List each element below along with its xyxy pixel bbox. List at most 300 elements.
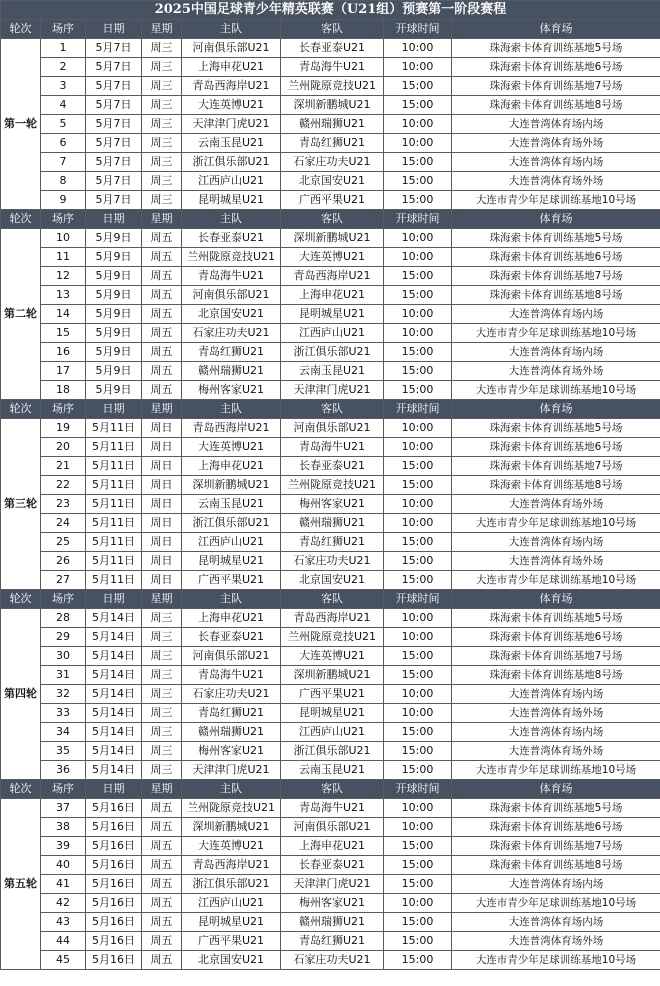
header-date: 日期 xyxy=(86,400,142,419)
match-weekday: 周五 xyxy=(142,913,182,932)
home-team: 广西平果U21 xyxy=(182,932,281,951)
match-weekday: 周三 xyxy=(142,742,182,761)
away-team: 青岛红狮U21 xyxy=(281,134,384,153)
match-number: 16 xyxy=(41,343,86,362)
match-number: 34 xyxy=(41,723,86,742)
away-team: 天津津门虎U21 xyxy=(281,875,384,894)
match-weekday: 周五 xyxy=(142,324,182,343)
table-row xyxy=(1,875,660,894)
table-row xyxy=(1,39,660,58)
home-team: 江西庐山U21 xyxy=(182,894,281,913)
match-weekday: 周三 xyxy=(142,172,182,191)
match-number: 3 xyxy=(41,77,86,96)
table-row xyxy=(1,438,660,457)
match-number: 40 xyxy=(41,856,86,875)
table-row xyxy=(1,533,660,552)
match-date: 5月11日 xyxy=(86,438,142,457)
kickoff-time: 15:00 xyxy=(384,153,452,172)
away-team: 深圳新鹏城U21 xyxy=(281,229,384,248)
away-team: 赣州瑞狮U21 xyxy=(281,514,384,533)
venue: 珠海索卡体育训练基地6号场 xyxy=(452,58,660,77)
kickoff-time: 15:00 xyxy=(384,837,452,856)
match-weekday: 周五 xyxy=(142,267,182,286)
kickoff-time: 15:00 xyxy=(384,742,452,761)
venue: 大连普湾体育场外场 xyxy=(452,134,660,153)
kickoff-time: 15:00 xyxy=(384,761,452,780)
match-date: 5月14日 xyxy=(86,609,142,628)
home-team: 广西平果U21 xyxy=(182,571,281,590)
match-date: 5月11日 xyxy=(86,571,142,590)
kickoff-time: 10:00 xyxy=(384,704,452,723)
header-date: 日期 xyxy=(86,20,142,39)
match-weekday: 周三 xyxy=(142,685,182,704)
kickoff-time: 10:00 xyxy=(384,438,452,457)
away-team: 青岛海牛U21 xyxy=(281,58,384,77)
venue: 珠海索卡体育训练基地8号场 xyxy=(452,476,660,495)
match-date: 5月7日 xyxy=(86,191,142,210)
kickoff-time: 15:00 xyxy=(384,172,452,191)
match-number: 1 xyxy=(41,39,86,58)
match-date: 5月9日 xyxy=(86,324,142,343)
venue: 珠海索卡体育训练基地7号场 xyxy=(452,267,660,286)
away-team: 青岛西海岸U21 xyxy=(281,267,384,286)
match-weekday: 周五 xyxy=(142,286,182,305)
away-team: 长春亚泰U21 xyxy=(281,457,384,476)
match-number: 33 xyxy=(41,704,86,723)
venue: 珠海索卡体育训练基地5号场 xyxy=(452,799,660,818)
home-team: 赣州瑞狮U21 xyxy=(182,362,281,381)
table-row xyxy=(1,229,660,248)
match-weekday: 周五 xyxy=(142,818,182,837)
table-row xyxy=(1,894,660,913)
match-date: 5月16日 xyxy=(86,875,142,894)
header-away: 客队 xyxy=(281,780,384,799)
match-weekday: 周五 xyxy=(142,343,182,362)
header-home: 主队 xyxy=(182,780,281,799)
home-team: 云南玉昆U21 xyxy=(182,134,281,153)
venue: 大连普湾体育场内场 xyxy=(452,723,660,742)
header-weekday: 星期 xyxy=(142,590,182,609)
kickoff-time: 10:00 xyxy=(384,229,452,248)
match-number: 31 xyxy=(41,666,86,685)
match-date: 5月11日 xyxy=(86,495,142,514)
table-row xyxy=(1,742,660,761)
match-number: 25 xyxy=(41,533,86,552)
match-weekday: 周日 xyxy=(142,419,182,438)
kickoff-time: 10:00 xyxy=(384,799,452,818)
match-number: 44 xyxy=(41,932,86,951)
table-row xyxy=(1,647,660,666)
venue: 大连普湾体育场内场 xyxy=(452,875,660,894)
match-weekday: 周日 xyxy=(142,514,182,533)
away-team: 深圳新鹏城U21 xyxy=(281,96,384,115)
match-number: 13 xyxy=(41,286,86,305)
table-row xyxy=(1,172,660,191)
match-weekday: 周三 xyxy=(142,628,182,647)
header-match-no: 场序 xyxy=(41,210,86,229)
kickoff-time: 10:00 xyxy=(384,894,452,913)
match-date: 5月14日 xyxy=(86,723,142,742)
away-team: 昆明城星U21 xyxy=(281,704,384,723)
home-team: 昆明城星U21 xyxy=(182,552,281,571)
match-date: 5月7日 xyxy=(86,134,142,153)
away-team: 云南玉昆U21 xyxy=(281,362,384,381)
kickoff-time: 10:00 xyxy=(384,818,452,837)
venue: 大连市青少年足球训练基地10号场 xyxy=(452,191,660,210)
kickoff-time: 15:00 xyxy=(384,96,452,115)
kickoff-time: 10:00 xyxy=(384,685,452,704)
header-weekday: 星期 xyxy=(142,20,182,39)
kickoff-time: 15:00 xyxy=(384,571,452,590)
match-date: 5月9日 xyxy=(86,229,142,248)
header-kickoff: 开球时间 xyxy=(384,590,452,609)
header-venue: 体育场 xyxy=(452,780,660,799)
header-row xyxy=(1,210,660,229)
table-row xyxy=(1,115,660,134)
home-team: 深圳新鹏城U21 xyxy=(182,818,281,837)
match-date: 5月11日 xyxy=(86,533,142,552)
kickoff-time: 15:00 xyxy=(384,875,452,894)
table-row xyxy=(1,913,660,932)
header-home: 主队 xyxy=(182,20,281,39)
match-date: 5月14日 xyxy=(86,685,142,704)
venue: 大连普湾体育场内场 xyxy=(452,305,660,324)
match-weekday: 周三 xyxy=(142,39,182,58)
away-team: 长春亚泰U21 xyxy=(281,39,384,58)
match-weekday: 周三 xyxy=(142,609,182,628)
venue: 珠海索卡体育训练基地5号场 xyxy=(452,419,660,438)
match-date: 5月16日 xyxy=(86,837,142,856)
header-venue: 体育场 xyxy=(452,20,660,39)
header-row xyxy=(1,590,660,609)
match-number: 24 xyxy=(41,514,86,533)
match-weekday: 周三 xyxy=(142,191,182,210)
match-date: 5月9日 xyxy=(86,286,142,305)
kickoff-time: 15:00 xyxy=(384,77,452,96)
header-away: 客队 xyxy=(281,590,384,609)
match-number: 4 xyxy=(41,96,86,115)
away-team: 上海申花U21 xyxy=(281,286,384,305)
kickoff-time: 15:00 xyxy=(384,381,452,400)
home-team: 浙江俱乐部U21 xyxy=(182,875,281,894)
table-row xyxy=(1,381,660,400)
header-weekday: 星期 xyxy=(142,400,182,419)
away-team: 梅州客家U21 xyxy=(281,495,384,514)
venue: 珠海索卡体育训练基地8号场 xyxy=(452,96,660,115)
match-weekday: 周五 xyxy=(142,894,182,913)
header-home: 主队 xyxy=(182,210,281,229)
header-round: 轮次 xyxy=(1,590,41,609)
away-team: 云南玉昆U21 xyxy=(281,761,384,780)
match-number: 42 xyxy=(41,894,86,913)
kickoff-time: 10:00 xyxy=(384,514,452,533)
match-number: 15 xyxy=(41,324,86,343)
header-away: 客队 xyxy=(281,400,384,419)
header-row xyxy=(1,20,660,39)
away-team: 兰州陇原竞技U21 xyxy=(281,77,384,96)
match-number: 30 xyxy=(41,647,86,666)
away-team: 上海申花U21 xyxy=(281,837,384,856)
venue: 大连普湾体育场外场 xyxy=(452,742,660,761)
header-match-no: 场序 xyxy=(41,20,86,39)
match-number: 11 xyxy=(41,248,86,267)
kickoff-time: 15:00 xyxy=(384,476,452,495)
venue: 大连普湾体育场内场 xyxy=(452,913,660,932)
match-weekday: 周五 xyxy=(142,837,182,856)
home-team: 青岛西海岸U21 xyxy=(182,77,281,96)
home-team: 昆明城星U21 xyxy=(182,913,281,932)
venue: 珠海索卡体育训练基地6号场 xyxy=(452,438,660,457)
venue: 大连市青少年足球训练基地10号场 xyxy=(452,381,660,400)
away-team: 赣州瑞狮U21 xyxy=(281,115,384,134)
home-team: 上海申花U21 xyxy=(182,609,281,628)
home-team: 大连英博U21 xyxy=(182,837,281,856)
kickoff-time: 15:00 xyxy=(384,533,452,552)
table-row xyxy=(1,153,660,172)
venue: 大连普湾体育场外场 xyxy=(452,172,660,191)
match-weekday: 周日 xyxy=(142,571,182,590)
table-row xyxy=(1,609,660,628)
header-home: 主队 xyxy=(182,590,281,609)
match-number: 29 xyxy=(41,628,86,647)
table-row xyxy=(1,267,660,286)
table-row xyxy=(1,248,660,267)
schedule-body xyxy=(1,1,660,970)
kickoff-time: 15:00 xyxy=(384,191,452,210)
match-weekday: 周三 xyxy=(142,58,182,77)
kickoff-time: 10:00 xyxy=(384,609,452,628)
match-weekday: 周三 xyxy=(142,704,182,723)
header-row xyxy=(1,780,660,799)
match-number: 20 xyxy=(41,438,86,457)
match-date: 5月11日 xyxy=(86,476,142,495)
table-row xyxy=(1,343,660,362)
venue: 大连普湾体育场内场 xyxy=(452,533,660,552)
match-date: 5月9日 xyxy=(86,362,142,381)
away-team: 大连英博U21 xyxy=(281,248,384,267)
match-date: 5月14日 xyxy=(86,647,142,666)
venue: 大连普湾体育场内场 xyxy=(452,685,660,704)
away-team: 长春亚泰U21 xyxy=(281,856,384,875)
venue: 大连市青少年足球训练基地10号场 xyxy=(452,514,660,533)
home-team: 上海申花U21 xyxy=(182,58,281,77)
match-weekday: 周日 xyxy=(142,476,182,495)
away-team: 赣州瑞狮U21 xyxy=(281,913,384,932)
match-weekday: 周五 xyxy=(142,305,182,324)
match-date: 5月16日 xyxy=(86,818,142,837)
kickoff-time: 10:00 xyxy=(384,305,452,324)
match-number: 22 xyxy=(41,476,86,495)
match-number: 37 xyxy=(41,799,86,818)
home-team: 梅州客家U21 xyxy=(182,742,281,761)
kickoff-time: 15:00 xyxy=(384,647,452,666)
table-row xyxy=(1,514,660,533)
venue: 珠海索卡体育训练基地8号场 xyxy=(452,666,660,685)
home-team: 浙江俱乐部U21 xyxy=(182,514,281,533)
table-row xyxy=(1,495,660,514)
match-number: 21 xyxy=(41,457,86,476)
home-team: 兰州陇原竞技U21 xyxy=(182,799,281,818)
header-venue: 体育场 xyxy=(452,590,660,609)
home-team: 河南俱乐部U21 xyxy=(182,647,281,666)
match-date: 5月16日 xyxy=(86,894,142,913)
kickoff-time: 15:00 xyxy=(384,457,452,476)
match-date: 5月14日 xyxy=(86,666,142,685)
match-number: 12 xyxy=(41,267,86,286)
home-team: 浙江俱乐部U21 xyxy=(182,153,281,172)
away-team: 北京国安U21 xyxy=(281,571,384,590)
home-team: 石家庄功夫U21 xyxy=(182,685,281,704)
away-team: 青岛海牛U21 xyxy=(281,799,384,818)
match-date: 5月14日 xyxy=(86,761,142,780)
table-row xyxy=(1,628,660,647)
kickoff-time: 15:00 xyxy=(384,932,452,951)
home-team: 青岛海牛U21 xyxy=(182,666,281,685)
home-team: 石家庄功夫U21 xyxy=(182,324,281,343)
kickoff-time: 15:00 xyxy=(384,362,452,381)
away-team: 青岛海牛U21 xyxy=(281,438,384,457)
venue: 大连普湾体育场外场 xyxy=(452,932,660,951)
header-weekday: 星期 xyxy=(142,210,182,229)
match-date: 5月16日 xyxy=(86,913,142,932)
match-date: 5月7日 xyxy=(86,115,142,134)
header-kickoff: 开球时间 xyxy=(384,20,452,39)
home-team: 天津津门虎U21 xyxy=(182,115,281,134)
kickoff-time: 10:00 xyxy=(384,58,452,77)
match-weekday: 周三 xyxy=(142,134,182,153)
match-date: 5月14日 xyxy=(86,704,142,723)
table-row xyxy=(1,799,660,818)
kickoff-time: 15:00 xyxy=(384,666,452,685)
match-number: 5 xyxy=(41,115,86,134)
kickoff-time: 10:00 xyxy=(384,495,452,514)
header-weekday: 星期 xyxy=(142,780,182,799)
match-number: 18 xyxy=(41,381,86,400)
header-venue: 体育场 xyxy=(452,210,660,229)
match-date: 5月16日 xyxy=(86,951,142,970)
header-date: 日期 xyxy=(86,780,142,799)
home-team: 北京国安U21 xyxy=(182,951,281,970)
match-date: 5月11日 xyxy=(86,419,142,438)
match-weekday: 周三 xyxy=(142,96,182,115)
table-row xyxy=(1,666,660,685)
match-date: 5月16日 xyxy=(86,799,142,818)
match-weekday: 周三 xyxy=(142,115,182,134)
page-title: 2025中国足球青少年精英联赛（U21组）预赛第一阶段赛程 xyxy=(1,1,660,20)
match-date: 5月7日 xyxy=(86,172,142,191)
match-date: 5月11日 xyxy=(86,552,142,571)
match-number: 41 xyxy=(41,875,86,894)
home-team: 青岛西海岸U21 xyxy=(182,419,281,438)
kickoff-time: 10:00 xyxy=(384,115,452,134)
table-row xyxy=(1,571,660,590)
venue: 珠海索卡体育训练基地7号场 xyxy=(452,647,660,666)
home-team: 深圳新鹏城U21 xyxy=(182,476,281,495)
venue: 珠海索卡体育训练基地8号场 xyxy=(452,856,660,875)
match-date: 5月9日 xyxy=(86,267,142,286)
match-weekday: 周五 xyxy=(142,362,182,381)
venue: 大连普湾体育场外场 xyxy=(452,362,660,381)
match-weekday: 周日 xyxy=(142,438,182,457)
kickoff-time: 10:00 xyxy=(384,39,452,58)
away-team: 广西平果U21 xyxy=(281,685,384,704)
table-row xyxy=(1,761,660,780)
away-team: 梅州客家U21 xyxy=(281,894,384,913)
match-date: 5月11日 xyxy=(86,514,142,533)
match-weekday: 周日 xyxy=(142,533,182,552)
header-date: 日期 xyxy=(86,590,142,609)
home-team: 青岛西海岸U21 xyxy=(182,856,281,875)
header-row xyxy=(1,400,660,419)
match-number: 39 xyxy=(41,837,86,856)
match-weekday: 周五 xyxy=(142,229,182,248)
round-label: 第五轮 xyxy=(1,799,41,970)
header-match-no: 场序 xyxy=(41,400,86,419)
kickoff-time: 15:00 xyxy=(384,286,452,305)
venue: 大连市青少年足球训练基地10号场 xyxy=(452,324,660,343)
away-team: 浙江俱乐部U21 xyxy=(281,343,384,362)
away-team: 青岛红狮U21 xyxy=(281,533,384,552)
venue: 大连普湾体育场外场 xyxy=(452,552,660,571)
table-row xyxy=(1,856,660,875)
match-weekday: 周五 xyxy=(142,248,182,267)
table-row xyxy=(1,96,660,115)
venue: 珠海索卡体育训练基地7号场 xyxy=(452,457,660,476)
header-venue: 体育场 xyxy=(452,400,660,419)
table-row xyxy=(1,286,660,305)
venue: 珠海索卡体育训练基地6号场 xyxy=(452,818,660,837)
header-match-no: 场序 xyxy=(41,590,86,609)
home-team: 大连英博U21 xyxy=(182,438,281,457)
venue: 珠海索卡体育训练基地5号场 xyxy=(452,609,660,628)
table-row xyxy=(1,305,660,324)
match-number: 8 xyxy=(41,172,86,191)
venue: 珠海索卡体育训练基地7号场 xyxy=(452,837,660,856)
away-team: 石家庄功夫U21 xyxy=(281,153,384,172)
venue: 大连普湾体育场外场 xyxy=(452,495,660,514)
round-label: 第三轮 xyxy=(1,419,41,590)
venue: 珠海索卡体育训练基地5号场 xyxy=(452,39,660,58)
match-number: 17 xyxy=(41,362,86,381)
match-number: 45 xyxy=(41,951,86,970)
match-number: 23 xyxy=(41,495,86,514)
home-team: 赣州瑞狮U21 xyxy=(182,723,281,742)
kickoff-time: 15:00 xyxy=(384,951,452,970)
table-row xyxy=(1,837,660,856)
match-number: 2 xyxy=(41,58,86,77)
away-team: 青岛红狮U21 xyxy=(281,932,384,951)
venue: 大连普湾体育场内场 xyxy=(452,115,660,134)
header-away: 客队 xyxy=(281,20,384,39)
match-weekday: 周五 xyxy=(142,932,182,951)
header-round: 轮次 xyxy=(1,780,41,799)
away-team: 河南俱乐部U21 xyxy=(281,419,384,438)
away-team: 兰州陇原竞技U21 xyxy=(281,476,384,495)
home-team: 青岛海牛U21 xyxy=(182,267,281,286)
away-team: 北京国安U21 xyxy=(281,172,384,191)
match-date: 5月16日 xyxy=(86,932,142,951)
home-team: 江西庐山U21 xyxy=(182,533,281,552)
away-team: 青岛西海岸U21 xyxy=(281,609,384,628)
home-team: 梅州客家U21 xyxy=(182,381,281,400)
header-round: 轮次 xyxy=(1,400,41,419)
match-date: 5月11日 xyxy=(86,457,142,476)
table-row xyxy=(1,951,660,970)
match-number: 28 xyxy=(41,609,86,628)
match-date: 5月9日 xyxy=(86,343,142,362)
table-row xyxy=(1,419,660,438)
header-date: 日期 xyxy=(86,210,142,229)
